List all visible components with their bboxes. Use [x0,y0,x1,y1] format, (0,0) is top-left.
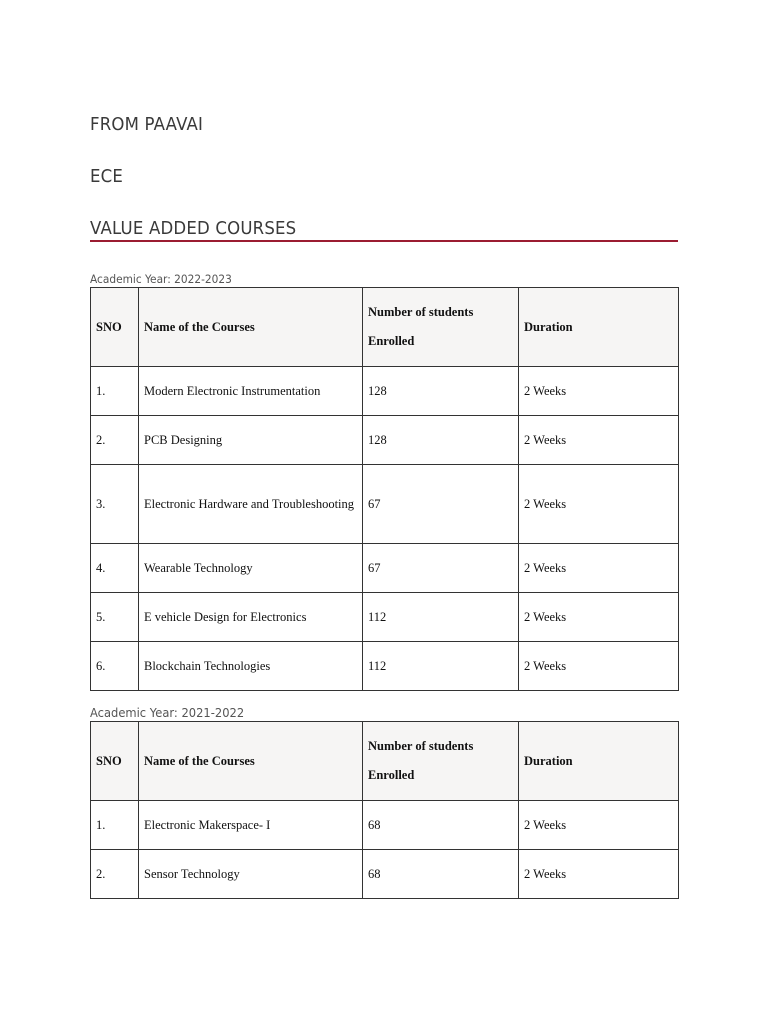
table-row [91,850,679,899]
table-header-row [91,288,679,367]
cell-course-name: Modern Electronic Instrumentation [139,367,363,416]
table-row [91,544,679,593]
section-divider [90,240,678,242]
table-header-row [91,722,679,801]
table-row [91,465,679,544]
cell-students-enrolled: 68 [363,850,519,899]
cell-duration: 2 Weeks [519,593,679,642]
table-row [91,367,679,416]
cell-duration: 2 Weeks [519,801,679,850]
cell-course-name: E vehicle Design for Electronics [139,593,363,642]
cell-sno: 5. [91,593,139,642]
cell-sno: 4. [91,544,139,593]
table-row [91,593,679,642]
cell-sno: 6. [91,642,139,691]
cell-students-enrolled: 112 [363,593,519,642]
column-header-sno: SNO [91,722,139,801]
column-header-course-name: Name of the Courses [139,722,363,801]
cell-course-name: Sensor Technology [139,850,363,899]
heading-department: ECE [90,166,124,187]
cell-sno: 1. [91,801,139,850]
cell-students-enrolled: 112 [363,642,519,691]
cell-duration: 2 Weeks [519,465,679,544]
cell-sno: 2. [91,850,139,899]
cell-students-enrolled: 128 [363,416,519,465]
academic-year-label: Academic Year: 2021-2022 [90,705,245,720]
table-row [91,416,679,465]
cell-course-name: Electronic Makerspace- I [139,801,363,850]
table-row [91,642,679,691]
cell-students-enrolled: 128 [363,367,519,416]
column-header-duration: Duration [519,288,679,367]
cell-duration: 2 Weeks [519,367,679,416]
cell-course-name: PCB Designing [139,416,363,465]
column-header-sno: SNO [91,288,139,367]
cell-students-enrolled: 67 [363,465,519,544]
cell-course-name: Blockchain Technologies [139,642,363,691]
table-row [91,801,679,850]
academic-year-label: Academic Year: 2022-2023 [90,272,232,286]
column-header-course-name: Name of the Courses [139,288,363,367]
cell-duration: 2 Weeks [519,544,679,593]
courses-table [90,287,679,691]
column-header-students-enrolled: Number of students Enrolled [363,722,519,801]
column-header-duration: Duration [519,722,679,801]
courses-table [90,721,679,899]
cell-duration: 2 Weeks [519,642,679,691]
cell-students-enrolled: 67 [363,544,519,593]
cell-sno: 1. [91,367,139,416]
cell-duration: 2 Weeks [519,850,679,899]
cell-students-enrolled: 68 [363,801,519,850]
heading-from: FROM PAAVAI [90,114,204,135]
cell-course-name: Electronic Hardware and Troubleshooting [139,465,363,544]
cell-sno: 2. [91,416,139,465]
cell-course-name: Wearable Technology [139,544,363,593]
heading-value-added-courses: VALUE ADDED COURSES [90,218,297,239]
column-header-students-enrolled: Number of students Enrolled [363,288,519,367]
cell-duration: 2 Weeks [519,416,679,465]
cell-sno: 3. [91,465,139,544]
